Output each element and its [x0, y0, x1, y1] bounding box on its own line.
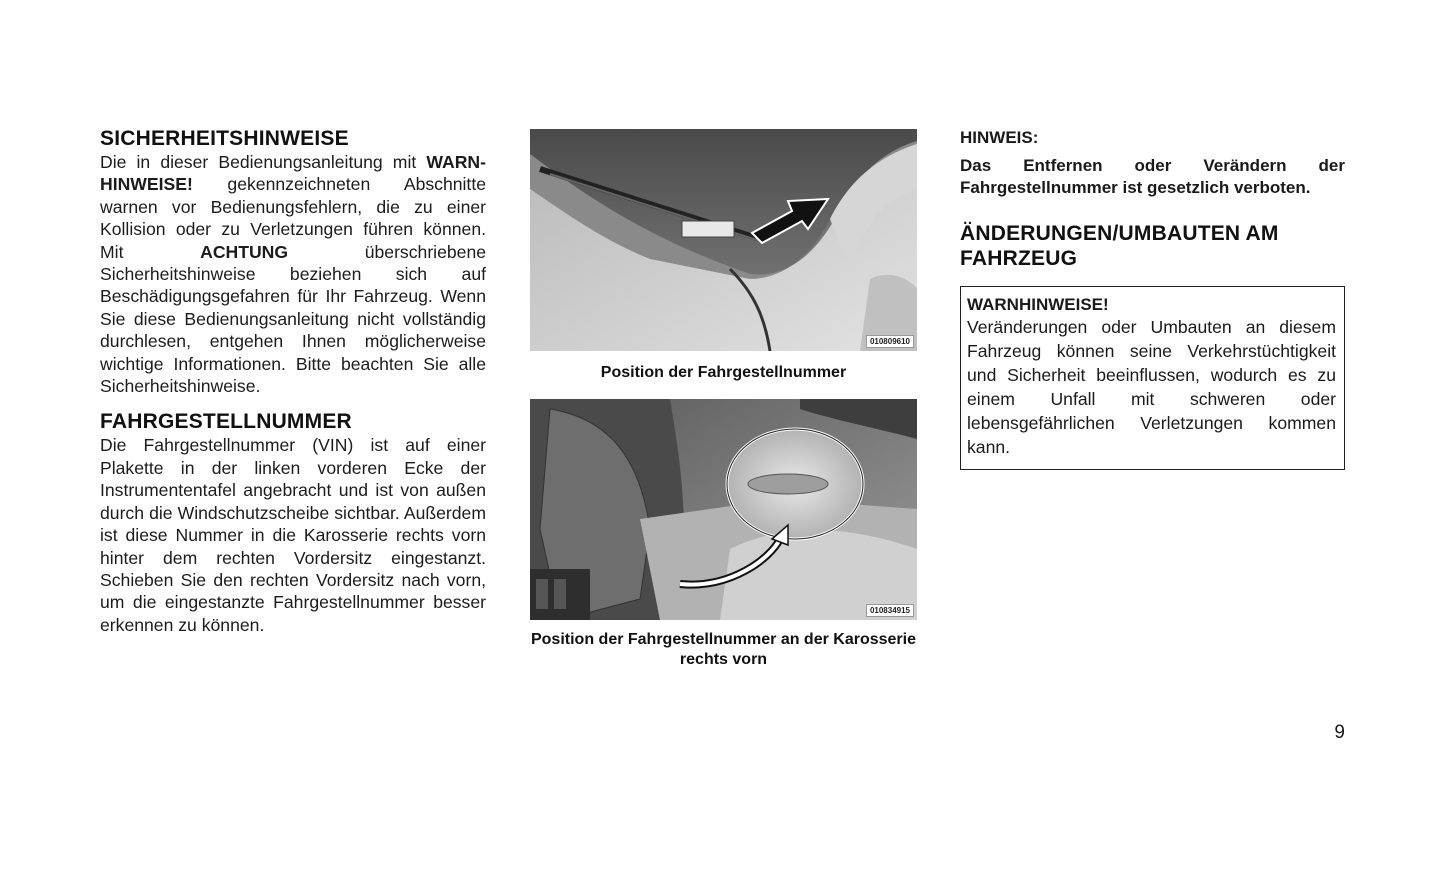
seat-illustration — [530, 399, 917, 620]
safety-text-part2: gekennzeichneten Abschnitte warnen vor Bedienungsfehlern, die zu einer Kollision oder zu Verletzungen führen können. Mit — [100, 174, 486, 262]
dashboard-illustration — [530, 129, 917, 351]
note-title: HINWEIS: — [960, 128, 1039, 147]
section-heading-modifications: ÄNDERUNGEN/UMBAUTEN AM FAHRZEUG — [960, 222, 1279, 270]
warning-box — [960, 286, 1345, 470]
safety-text-part1: Die in dieser Bedienungsanleitung mit — [100, 152, 427, 172]
left-column — [100, 127, 486, 636]
figure-code: 010809610 — [866, 335, 914, 348]
middle-column — [530, 129, 917, 670]
warning-keyword: WARN-HINWEISE! — [100, 152, 486, 195]
safety-text-part3: überschriebene Sicherheitshinweise beziehen sich auf Beschädigungsgefahren für Ihr Fahrzeug. Wenn Sie diese Bedienungsanleitung nicht vollständig durchlesen, entgehen Ihnen möglicherweise wichtige Informationen. Bitte beachten Sie alle Sicherheitshinweise. — [100, 241, 487, 397]
section-heading-safety: SICHERHEITSHINWEISE — [100, 127, 349, 150]
figure-code: 010834915 — [866, 604, 914, 617]
figure-caption: Position der Fahrgestellnummer — [600, 364, 847, 381]
figure-body-vin — [530, 399, 917, 620]
caution-keyword: ACHTUNG — [200, 241, 289, 262]
section-heading-vin: FAHRGESTELLNUMMER — [100, 410, 352, 434]
page-number: 9 — [1334, 722, 1345, 743]
safety-paragraph — [100, 151, 486, 397]
warning-title: WARNHINWEISE! — [967, 295, 1109, 314]
figure-caption: Position der Fahrgestellnummer an der Karosserie rechts vorn — [530, 631, 916, 668]
note-text: Das Entfernen oder Verändern der Fahrgestellnummer ist gesetzlich verboten. — [960, 156, 1345, 197]
right-column — [960, 127, 1345, 470]
warning-text: Veränderungen oder Umbauten an diesem Fahrzeug können seine Verkehrstüchtigkeit und Sicherheit beeinflussen, wodurch es zu einem Unfall mit schweren oder lebensgefährlichen Verletzungen kommen kann. — [967, 317, 1336, 457]
figure-dashboard-vin — [530, 129, 917, 351]
vin-paragraph: Die Fahrgestellnummer (VIN) ist auf einer Plakette in der linken vorderen Ecke der Instrumententafel angebracht und ist von außen durch die Windschutzscheibe sichtbar. Außerdem ist diese Nummer in die Karosserie rechts vorn hinter dem rechten Vordersitz eingestanzt. Schieben Sie den rechten Vordersitz nach vorn, um die eingestanzte Fahrgestellnummer besser erkennen zu können. — [100, 435, 486, 635]
